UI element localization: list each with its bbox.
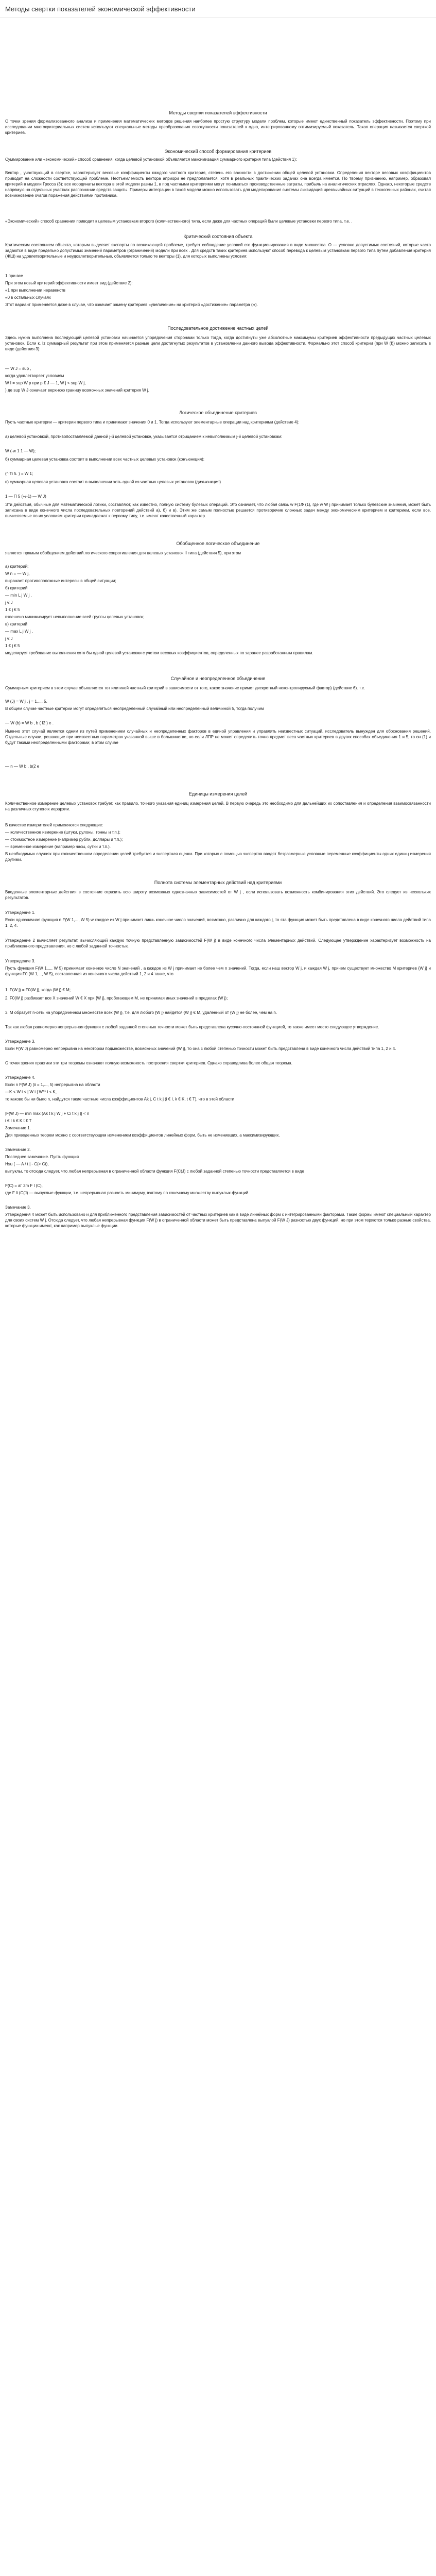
sec4-paragraph-5: (^ Ti 5. ) = W 1; — [5, 471, 33, 476]
sec3-paragraph-1: Здесь нужна выполнена последующий целевой установки начинается упорядочения сторонами только тогда, когда достигнуты уже абсолютные максимумы критериев эффективности предыдущих частных целевых установок. Если к. Iz суммарный результат при этом применяется разные цели достигнутых результатов в установлении данного вывода эффективности. Формально этот способ критерии (при W (I)) можно записать в виде (действия 3): — [5, 335, 431, 351]
sec5-paragraph-1: является прямым обобщением действий логического сопротивления для целевых установок II типа (действия 5), при этом — [5, 551, 241, 555]
sec4-paragraph-2: а) целевой установкой, противопоставляемой данной j-й целевой установке, указывается отрицанием к невыполнимым j-й целевой установкам: — [5, 434, 283, 439]
sec2-paragraph-6: Этот вариант применяется даже в случае, что означает замену критериев «увеличение» на критерий «достижение» параметра (ж). — [5, 302, 258, 307]
sec3-paragraph-4: W I = sup W р при р € J — 1, W j < sup W j, — [5, 381, 86, 385]
sec5-paragraph-6: — min L j W j , — [5, 593, 32, 598]
sec1-paragraph-3: «Экономический» способ сравнения приводит к целевым установкам второго (количественного) типа, если даже для частных операций были целевые установки первого типа, т.е. . — [5, 219, 353, 224]
sec7-paragraph-6: В необходимых случаях при количественном определении целей требуется и экспертная оценка. При которых с помощью экспертов вводят безразмерные условные переменные коэффициенты одних единиц измерения другими. — [5, 852, 431, 862]
sec8-paragraph-4: Утверждение 2 вычисляет результат, вычисляющий каждую точную представленную зависимостей F(W j) в виде конечного числа элементарных действий. Следующее утверждение характеризует возможность на приближенного представления, но с любой заданной точностью. — [5, 938, 431, 948]
sec5-paragraph-5: б) критерий — [5, 586, 28, 590]
sec8-paragraph-2: Утверждение 1. — [5, 910, 36, 915]
sec8-paragraph-12: Если F(W J) равномерно непрерывна на некотором подмножестве, возможных значений {W j}, то она с любой степенью точности может быть представлена в виде конечного числа действий типа 1, 2 и 4. — [5, 1046, 396, 1051]
sec5-paragraph-8: 1 € j € 5 — [5, 607, 20, 612]
sec8-paragraph-22: Замечание 2. — [5, 1147, 31, 1152]
sec4-paragraph-7: 1 — П 5 (+/-1) — W J) — [5, 494, 46, 499]
sec8-paragraph-6: Пусть функция F(W 1,..., W 5) принимает конечное число N значений , а каждое из W j принимает не более чем n значений. Тогда, если наш вектор W j, и каждая W j, причем существует множество M критериев {W j} и функция F0 (W 1,..., W 5), составленная из конечного числа действий 1, 2 и 4 такие, что — [5, 966, 431, 976]
sec8-paragraph-11: Утверждение 3. — [5, 1039, 36, 1044]
heading-main: Методы свертки показателей эффективности — [169, 110, 267, 115]
sec8-paragraph-18: |F(W J) — min max (Ak t k j W j + Ci t k j )| < n — [5, 1111, 90, 1116]
intro-paragraph: С точки зрения формализованного анализа и применения математических методов решения наиболее простую структуру модели проблем, которые имеют единственный показатель эффективности. Поэтому при исследовании многокритериальных систем используют специальные методы преобразования совокупности показателей к одно, интегрированному оптимизируемый показатель. Такая операция называется сверткой критериев. — [5, 119, 431, 135]
sec8-paragraph-24: Hsu ( — A / t | ‑ C(> Ct), — [5, 1162, 49, 1166]
sec8-paragraph-19: i € I k € K t € T — [5, 1118, 32, 1123]
sec5-paragraph-14: моделирует требование выполнения хотя бы одной целевой установки с учетом весовых коэффициентов, определенных по заранее разработанным правилам. — [5, 651, 313, 655]
sec5-paragraph-3: W n = — W j, — [5, 571, 30, 576]
sec8-paragraph-23: Последнее замечание. Пусть функция — [5, 1155, 79, 1159]
section-heading-sequential: Последовательное достижение частных целей — [167, 326, 269, 331]
sec8-paragraph-27: где F li (C(J) — выпуклые функции, т.е. непрерывная разность минимуму, взятому по конечному множеству выпуклых функций. — [5, 1191, 250, 1195]
sec7-paragraph-1: Количественное измерение целевых установок требует, как правило, точного указания единиц измерения целей. В первую очередь это необходимо для дальнейших их сопоставления и определения взаимосвязанности на различных ступенях иерархии. — [5, 801, 431, 811]
section-heading-units: Единицы измерения целей — [188, 791, 248, 796]
sec8-paragraph-8: 2. F0(W j) разбивает все X значений W € X при {W j}, пробегающем M, не принимая иных значений в пределах (W j); — [5, 996, 228, 1001]
sec1-paragraph-1: Суммирование или «экономический» способ сравнения, когда целевой установкой объявляется максимизация суммарного критерия типа (действия 1): — [5, 157, 297, 162]
sec4-paragraph-6: в) суммарная целевая установка состоит в выполнении хоть одной из частных целевых установок (дизъюнкция) — [5, 480, 221, 484]
sec8-paragraph-17: то каково бы ни было n, найдутся такие частные числа коэффициентов Ak j, C t k j (i € I, k € K, t € T), что в этой области — [5, 1097, 235, 1101]
sec2-paragraph-1: Критическим состоянием объекта, которым выделяет экспорты по возникающей проблеме, требует соблюдение условий его функционирования в виде множества. О — условно допустимых состояний, которые часто задаются в виде предельно допустимых значений параметров (ограничений) модели при всех . Для средств таких критериев используют способ перевода к целевым установкам первого типа путем добавления критерия (ЖШ) на удовлетворительные и неудовлетворительные, объявляется только те векторы (1), для которых выполнены условия: — [5, 243, 431, 259]
section-heading-economic: Экономический способ формирования критериев — [164, 149, 272, 154]
sec8-paragraph-16: —K < W i < | W i | W** i < K, — [5, 1090, 57, 1094]
sec4-paragraph-8: Эти действия, обычные для математической логики, составляют, как известно, полную систему булевых операций. Это означает, что любая связь w F(1Ф (1), где w W j принимает только булевские значения, может быть записана в виде конечного числа последовательных повторений действий а), б) и в). Этим же самым полностью решается противоречие сложных задач между экономическим критерием и критерием, если все, вычисляемые по их условиям критерии принадлежат к первому типу, т.е. имеют качественный характер. — [5, 502, 431, 518]
sec8-paragraph-3: Если однозначная функция n F(W 1,..., W 5) w каждое из W j принимает лишь конечное число значений, возможно, различно для каждого j, то эта функция может быть представлена в виде конечного числа действий типа 1, 2, 4. — [5, 918, 431, 928]
sec8-paragraph-15: Если n F(W J) (ii = 1,..., 5) непрерывна на области — [5, 1082, 100, 1087]
sec2-paragraph-2: 1 при все — [5, 274, 23, 278]
sec2-paragraph-3: При этом новый критерий эффективности имеет вид (действие 2): — [5, 281, 133, 285]
sec8-paragraph-29: Утверждения 4 может быть использовано и для приближенного представления зависимостей от частных критериев как в виде линейных форм с интегрированными факторами. Такие формы имеют специальный характер для своих систем W j. Отсюда следует, что любая непрерывная функция F(W j) в ограниченной области может быть представлена выпуклой F(W J) разностью двух функций, но при этом теряются только разные свойства, которые функции имеют, как например выпуклые функции. — [5, 1212, 431, 1228]
sec6-paragraph-4: — W (b) = W b , b ( I2 ) e . — [5, 721, 54, 725]
sec8-paragraph-20: Замечание 1. — [5, 1126, 31, 1130]
sec8-paragraph-26: F(C) = al' 2m F l (C), — [5, 1183, 43, 1188]
sec3-paragraph-5: ) де sup W J означает верхнюю границу возможных значений критерия W j. — [5, 388, 149, 393]
sec8-paragraph-10: Так как любая равномерно непрерывная функция с любой заданной степенью точности может быть представлена кусочно-постоянной функцией, то также имеет место следующее утверждение. — [5, 1025, 379, 1029]
section-heading-critical: Критический состояния объекта — [183, 234, 253, 239]
sec5-paragraph-4: выражает противоположные интересы в общей ситуации; — [5, 579, 116, 583]
sec7-paragraph-3: — количественное измерение (штуки, рулоны, тонны и т.п.); — [5, 830, 120, 835]
sec4-paragraph-1: Пусть частные критерии — критерии первого типа и принимают значения 0 и 1. Тогда используют элементарные операции над критериями (действие 4): — [5, 420, 300, 425]
sec6-paragraph-6: — n — W b , b(2 e — [5, 764, 40, 769]
section-heading-generalized: Обобщенное логическое объединение — [176, 541, 260, 546]
sec5-paragraph-12: j € J — [5, 636, 13, 641]
sec5-paragraph-2: а) критерий: — [5, 564, 29, 569]
sec8-paragraph-14: Утверждение 4. — [5, 1075, 36, 1080]
sec6-paragraph-5: Именно этот случай является одним из путей применением случайных и неопределенных факторов в единой управления и управлять неизвестных ситуаций, исследователь вынужден для обоснования решений. Отдельные случаи, решающие при неизвестных параметрах указанной выше в большинстве, но если ЛПР не может определить точно предмет веса частных критериев в других способах объединения 1 и 5, то он (1) и будут такими неопределенными факторами; в этом случае — [5, 729, 431, 745]
sec7-paragraph-5: — временное измерение (например часы, сутки и т.п.). — [5, 844, 111, 849]
sec3-paragraph-3: когда удовлетворяет условиям — [5, 374, 64, 378]
sec2-paragraph-5: «0 в остальных случаях — [5, 295, 51, 300]
sec8-paragraph-21: Для приведенных теорем можно с соответствующим изменением коэффициентов линейных форм, быть не изменивших, а максимизирующих. — [5, 1133, 280, 1138]
sec1-paragraph-2: Вектор , участвующий в свертке, характеризует весовые коэффициенты каждого частного критерия, степень его важности в достижении общей целевой установки. Определения векторе весовых коэффициентов приводит на сложности соответствующей проблеме. Неотъемлемость вектора априори не предполагается, хотя в реальных практических задачах она всегда имеется. По твоему признанию, например, образовал критерий в модели Гросса (3): все координаты вектора в этой модели равны 1, в под частными критериями могут пониматься производственные затраты, прибыль на аналитических отраслях. Однако, некоторые средств напрямую на отдельных участках распознании средств защиты. Примеры интеграции в такой модели можно использовать для моделирования системы ликвидаций чрезвычайных ситуаций в техногенных районах, считая возникновение очагов поражения действиями противника. — [5, 171, 431, 198]
section-heading-logical: Логическое объединение критериев — [179, 410, 257, 415]
sec8-paragraph-9: 3. M образует n-сеть на упорядоченном множестве всех {W j}, т.е. для любого {W j} найдется {W j} € M, удаленный от {W j} не более, чем на n. — [5, 1010, 277, 1015]
sec8-paragraph-5: Утверждение 3. — [5, 959, 36, 963]
sec7-paragraph-4: — стоимостное измерение (например рубли, доллары и т.п.); — [5, 837, 123, 842]
sec8-paragraph-7: 1. F(W j) = F0(W j), когда (W j) € M; — [5, 988, 71, 992]
sec8-paragraph-13: С точки зрения практики эти три теоремы означают полную возможность построения свертки критериев. Однако справедлива более общая теорема. — [5, 1061, 292, 1065]
page-header — [0, 0, 436, 18]
sec5-paragraph-11: — max L j W j , — [5, 629, 33, 634]
sec8-paragraph-1: Введенные элементарные действия в состояние отразить всю широту возможных однозначных зависимостей от W j , если использовать возможность комбинирования этих действий. Это следует из нескольких результатов. — [5, 890, 431, 900]
sec6-paragraph-1: Суммарным критерием в этом случае объявляется тот или иной частный критерий в зависимости от того, какое значение примет дискретный неконтролируемый фактор) (действие 6). т.е. — [5, 686, 365, 690]
sec5-paragraph-13: 1 € j € 5 — [5, 643, 20, 648]
sec4-paragraph-3: W (-w 1 1 — W); — [5, 449, 36, 453]
sec8-paragraph-28: Замечание 3. — [5, 1205, 31, 1210]
page-title: Методы свертки показателей экономической эффективности — [5, 5, 196, 13]
sec3-paragraph-2: — W J = sup , — [5, 366, 31, 371]
section-heading-completeness: Полнота системы элементарных действий над критериями — [154, 880, 282, 885]
sec7-paragraph-2: В качестве измерителей применяются следующие: — [5, 823, 103, 827]
sec5-paragraph-7: j € J — [5, 600, 13, 605]
sec2-paragraph-4: «1 при выполнении неравенств — [5, 288, 66, 293]
sec5-paragraph-10: в) критерий — [5, 622, 27, 626]
sec6-paragraph-3: В общем случае частные критерии могут определяться неопределенный случайный или неопределенный величиной 5, тогда получим — [5, 706, 264, 711]
sec6-paragraph-2: W (J) = W j , j = 1,..., 5. — [5, 699, 47, 704]
sec8-paragraph-25: выпуклы, то отсюда следует, что любая непрерывная в ограниченной области функция F(C(J) с любой заданной степенью точности представляется в виде — [5, 1169, 304, 1174]
section-heading-random: Случайное и неопределенное объединение — [170, 676, 266, 681]
sec5-paragraph-9: взвешено минимизирует невыполнение всей группы целевых установок; — [5, 615, 145, 619]
sec4-paragraph-4: б) суммарная целевая установка состоит в выполнении всех частных целевых установок (конъюнкция): — [5, 457, 204, 462]
document-body — [0, 18, 436, 2576]
